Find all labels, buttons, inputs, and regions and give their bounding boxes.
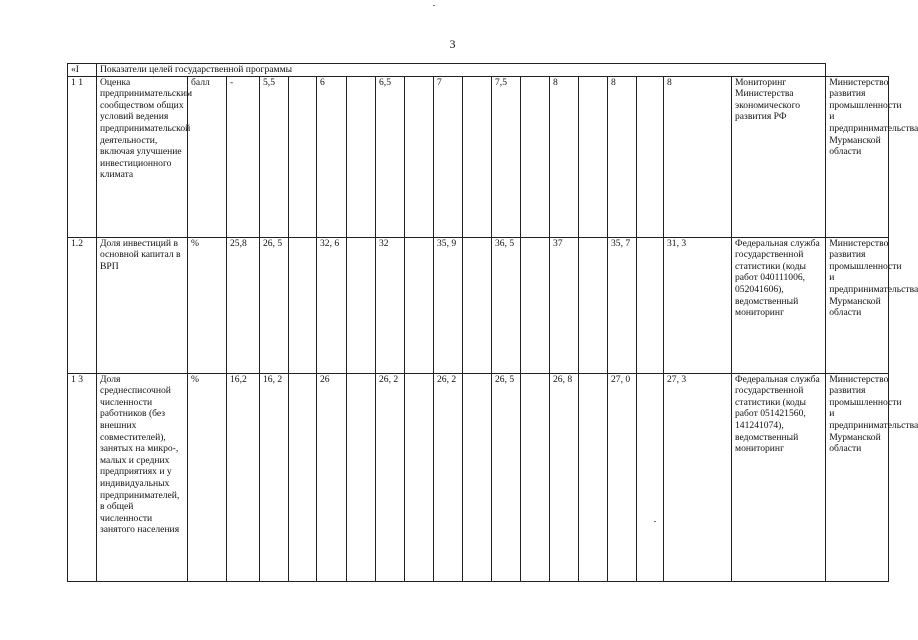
value-cell: 7 — [434, 76, 463, 237]
value-cell — [289, 373, 317, 581]
value-cell — [289, 237, 317, 373]
value-cell — [579, 237, 608, 373]
base-value-cell: 25,8 — [227, 237, 260, 373]
value-cell: 26, 2 — [376, 373, 405, 581]
row-number: 1 1 — [68, 76, 97, 237]
section-header-row — [68, 64, 889, 77]
unit-cell: % — [188, 237, 227, 373]
value-cell: 36, 5 — [492, 237, 521, 373]
value-cell — [405, 76, 434, 237]
value-cell: 31, 3 — [664, 237, 732, 373]
value-cell: 37 — [550, 237, 579, 373]
value-cell: 32 — [376, 237, 405, 373]
value-cell: 26 — [317, 373, 347, 581]
value-cell — [579, 76, 608, 237]
value-cell — [521, 237, 550, 373]
value-cell: 8 — [608, 76, 637, 237]
source-cell: Федеральная служба государственной статистики (коды работ 051421560, 141241074), ведомственный мониторинг — [732, 373, 826, 581]
value-cell: 27, 3 — [664, 373, 732, 581]
value-cell — [637, 76, 664, 237]
source-cell: Федеральная служба государственной статистики (коды работ 040111006, 052041606), ведомственный мониторинг — [732, 237, 826, 373]
page-number: 3 — [449, 37, 456, 51]
row-number: 1.2 — [68, 237, 97, 373]
value-cell — [463, 237, 492, 373]
value-cell — [463, 76, 492, 237]
responsible-cell: Министерство развития промышленности и предпринимательства Мурманской области — [826, 237, 889, 373]
row-number: 1 3 — [68, 373, 97, 581]
responsible-cell: Министерство развития промышленности и предпринимательства Мурманской области — [826, 373, 889, 581]
value-cell — [347, 76, 376, 237]
value-cell — [463, 373, 492, 581]
value-cell: 6 — [317, 76, 347, 237]
section-title: Показатели целей государственной программы — [97, 64, 826, 77]
unit-cell: балл — [188, 76, 227, 237]
value-cell: 26, 2 — [434, 373, 463, 581]
value-cell — [347, 373, 376, 581]
value-cell: 35, 9 — [434, 237, 463, 373]
value-cell — [521, 373, 550, 581]
value-cell: 16, 2 — [260, 373, 289, 581]
section-marker: «I — [68, 64, 97, 77]
unit-cell: % — [188, 373, 227, 581]
table-row — [68, 237, 889, 373]
table-row — [68, 76, 889, 237]
value-cell — [405, 373, 434, 581]
value-cell — [289, 76, 317, 237]
source-cell: Мониторинг Министерства экономического развития РФ — [732, 76, 826, 237]
value-cell — [637, 373, 664, 581]
value-cell — [405, 237, 434, 373]
base-value-cell: - — [227, 76, 260, 237]
scan-speck — [433, 5, 435, 6]
value-cell — [347, 237, 376, 373]
indicator-name: Оценка предпринимательским сообществом общих условий ведения предпринимательской деятельности, включая улучшение инвестиционного климата — [97, 76, 188, 237]
base-value-cell: 16,2 — [227, 373, 260, 581]
value-cell: 32, 6 — [317, 237, 347, 373]
value-cell: 27, 0 — [608, 373, 637, 581]
value-cell: 35, 7 — [608, 237, 637, 373]
value-cell: 8 — [664, 76, 732, 237]
value-cell: 5,5 — [260, 76, 289, 237]
value-cell: 26, 8 — [550, 373, 579, 581]
value-cell: 26, 5 — [260, 237, 289, 373]
table-row — [68, 373, 889, 581]
responsible-cell: Министерство развития промышленности и предпринимательства Мурманской области — [826, 76, 889, 237]
indicator-name: Доля среднесписочной численности работников (без внешних совместителей), занятых на микро-, малых и средних предприятиях и у индивидуальных предпринимателей, в общей численности занятого населения — [97, 373, 188, 581]
indicator-name: Доля инвестиций в основной капитал в ВРП — [97, 237, 188, 373]
value-cell: 6,5 — [376, 76, 405, 237]
indicators-table — [67, 63, 918, 582]
value-cell — [579, 373, 608, 581]
value-cell — [637, 237, 664, 373]
value-cell: 7,5 — [492, 76, 521, 237]
value-cell: 8 — [550, 76, 579, 237]
value-cell: 26, 5 — [492, 373, 521, 581]
value-cell — [521, 76, 550, 237]
